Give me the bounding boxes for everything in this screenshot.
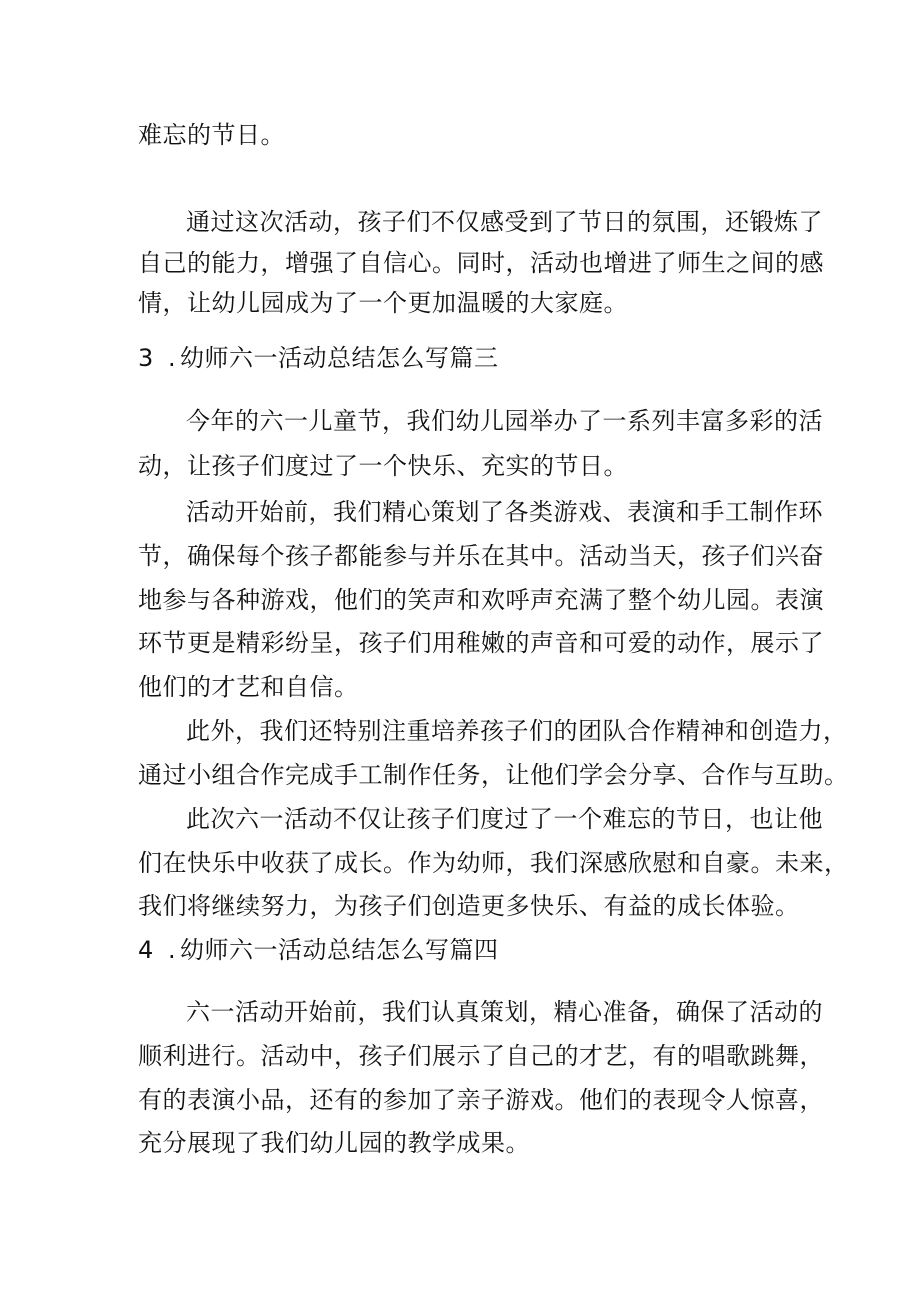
paragraph-line: 活动开始前，我们精心策划了各类游戏、表演和手工制作环	[186, 498, 823, 526]
paragraph-line: 此次六一活动不仅让孩子们度过了一个难忘的节日，也让他	[186, 805, 823, 833]
paragraph-line: 六一活动开始前，我们认真策划，精心准备，确保了活动的	[186, 998, 823, 1026]
heading-dot: .	[168, 936, 177, 964]
paragraph-line: 他们的才艺和自信。	[138, 673, 359, 701]
paragraph-line: 通过小组合作完成手工制作任务，让他们学会分享、合作与互助。	[138, 761, 849, 789]
paragraph-line: 通过这次活动，孩子们不仅感受到了节日的氛围，还锻炼了	[186, 208, 823, 236]
paragraph-line: 我们将继续努力，为孩子们创造更多快乐、有益的成长体验。	[138, 892, 800, 920]
paragraph-line: 们在快乐中收获了成长。作为幼师，我们深感欣慰和自豪。未来，	[138, 849, 849, 877]
heading-title: 幼师六一活动总结怎么写篇四	[180, 936, 499, 964]
paragraph-line: 有的表演小品，还有的参加了亲子游戏。他们的表现令人惊喜，	[138, 1086, 824, 1114]
paragraph-line: 地参与各种游戏，他们的笑声和欢呼声充满了整个幼儿园。表演	[138, 586, 824, 614]
heading-title: 幼师六一活动总结怎么写篇三	[180, 344, 499, 372]
paragraph-line: 动，让孩子们度过了一个快乐、充实的节日。	[138, 452, 628, 480]
heading-dot: .	[168, 344, 177, 372]
heading-number: 3	[138, 344, 154, 372]
paragraph-line: 今年的六一儿童节，我们幼儿园举办了一系列丰富多彩的活	[186, 407, 823, 435]
section-heading-4	[138, 935, 499, 965]
paragraph-line: 节，确保每个孩子都能参与并乐在其中。活动当天，孩子们兴奋	[138, 542, 824, 570]
paragraph-line: 情，让幼儿园成为了一个更加温暖的大家庭。	[138, 289, 628, 317]
paragraph-line: 自己的能力，增强了自信心。同时，活动也增进了师生之间的感	[138, 249, 824, 277]
paragraph-line: 此外，我们还特别注重培养孩子们的团队合作精神和创造力，	[186, 717, 848, 745]
heading-number: 4	[138, 936, 154, 964]
paragraph-line: 环节更是精彩纷呈，孩子们用稚嫩的声音和可爱的动作，展示了	[138, 629, 824, 657]
section-heading-3	[138, 343, 499, 373]
paragraph-line: 顺利进行。活动中，孩子们展示了自己的才艺，有的唱歌跳舞，	[138, 1042, 824, 1070]
paragraph-line: 难忘的节日。	[138, 121, 285, 149]
paragraph-line: 充分展现了我们幼儿园的教学成果。	[138, 1129, 530, 1157]
